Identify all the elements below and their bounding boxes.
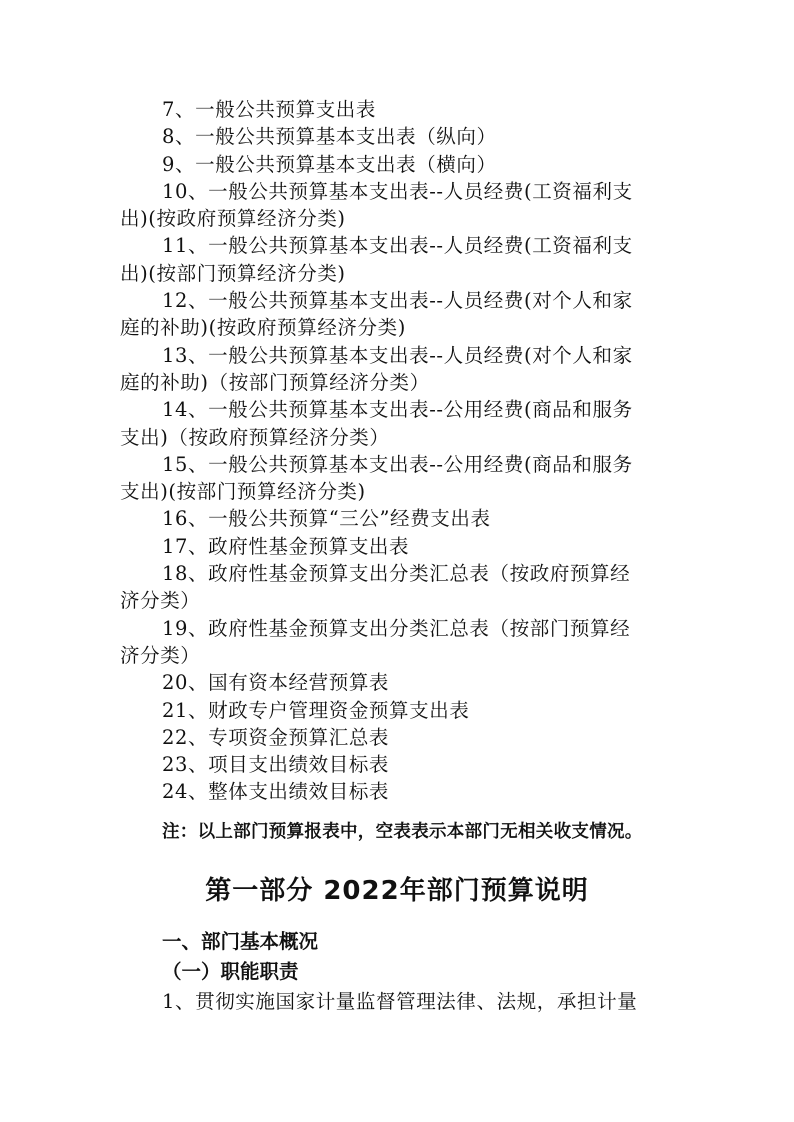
list-item: 20、国有资本经营预算表 [162,671,390,695]
list-item: 17、政府性基金预算支出表 [162,534,410,558]
list-item-continuation: 支出)（按政府预算经济分类） [120,425,390,449]
list-item: 13、一般公共预算基本支出表--人员经费(对个人和家 [162,343,633,367]
list-item: 22、专项资金预算汇总表 [162,725,390,749]
list-item-continuation: 出)(按政府预算经济分类) [120,207,346,231]
list-item: 12、一般公共预算基本支出表--人员经费(对个人和家 [162,289,633,313]
subsection-heading: （一）职能职责 [162,960,299,983]
list-item: 8、一般公共预算基本支出表（纵向） [162,125,497,149]
list-item: 11、一般公共预算基本支出表--人员经费(工资福利支 [162,234,633,258]
list-item: 7、一般公共预算支出表 [162,98,377,121]
list-item: 10、一般公共预算基本支出表--人员经费(工资福利支 [162,179,633,203]
list-item-continuation: 支出)(按部门预算经济分类) [120,480,366,504]
body-paragraph: 1、贯彻实施国家计量监督管理法律、法规，承担计量 [162,990,638,1013]
list-item: 14、一般公共预算基本支出表--公用经费(商品和服务 [162,398,633,422]
note-text: 注：以上部门预算报表中，空表表示本部门无相关收支情况。 [162,822,643,842]
list-item: 18、政府性基金预算支出分类汇总表（按政府预算经 [162,562,631,586]
list-item: 23、项目支出绩效目标表 [162,753,390,777]
report-list [120,96,680,806]
list-item-continuation: 济分类） [120,589,201,613]
list-item-continuation: 济分类） [120,643,201,667]
part-title: 第一部分 2022年部门预算说明 [205,876,589,906]
list-item: 21、财政专户管理资金预算支出表 [162,698,470,722]
list-item: 24、整体支出绩效目标表 [162,780,390,804]
list-item: 16、一般公共预算“三公”经费支出表 [162,507,491,531]
section-heading: 一、部门基本概况 [162,930,319,953]
list-item: 19、政府性基金预算支出分类汇总表（按部门预算经 [162,616,631,640]
list-item: 15、一般公共预算基本支出表--公用经费(商品和服务 [162,452,633,476]
list-item-continuation: 庭的补助)（按部门预算经济分类） [120,370,430,394]
list-item-continuation: 庭的补助)(按政府预算经济分类) [120,316,406,340]
list-item: 9、一般公共预算基本支出表（横向） [162,152,497,176]
list-item-continuation: 出)(按部门预算经济分类) [120,261,346,285]
